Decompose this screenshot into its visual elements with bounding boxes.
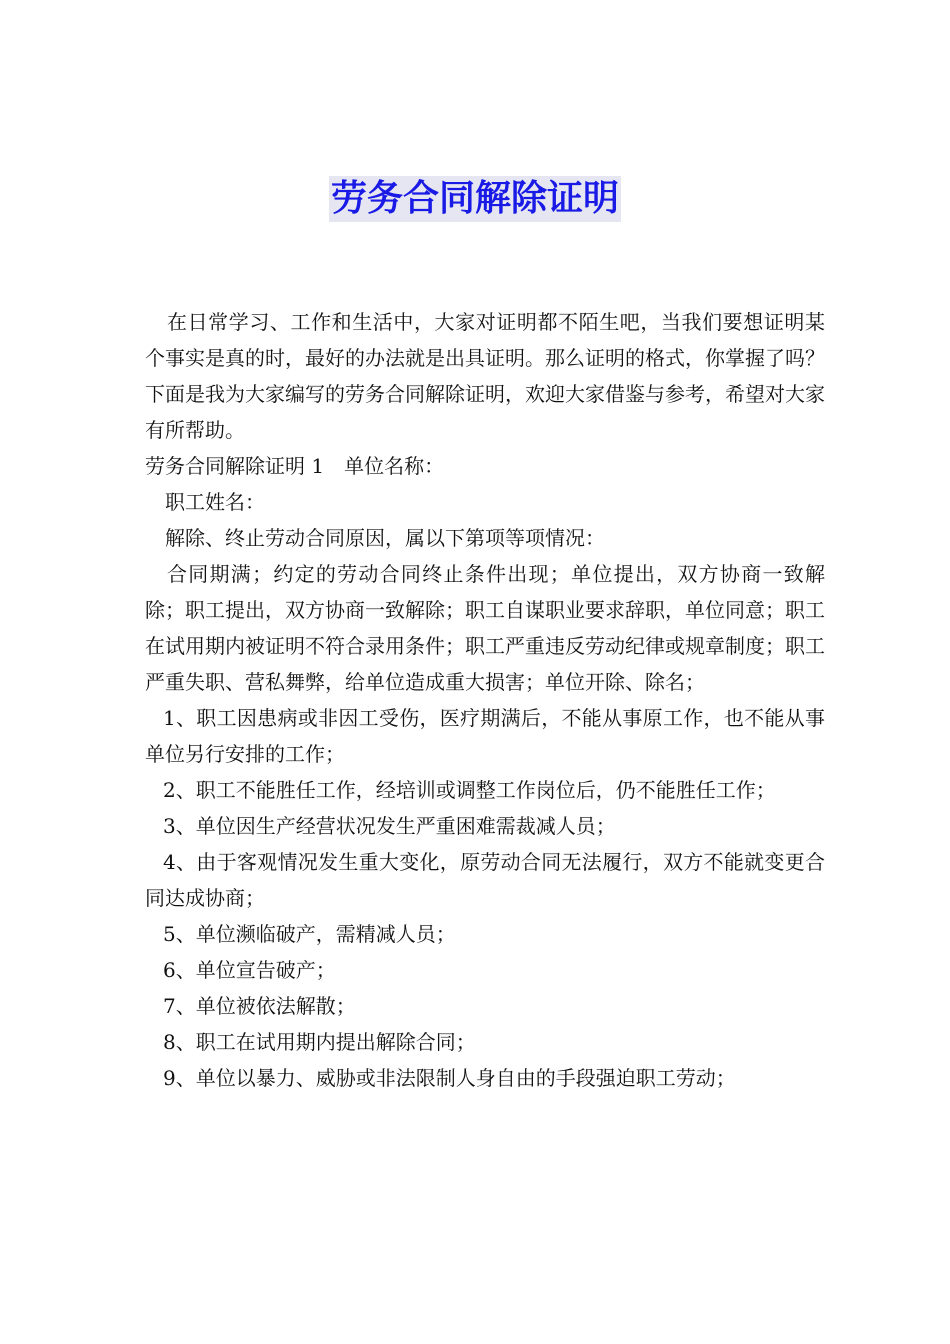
reason-label: 解除、终止劳动合同原因，属以下第项等项情况： [165, 526, 605, 550]
list-item: 9、单位以暴力、威胁或非法限制人身自由的手段强迫职工劳动； [163, 1066, 736, 1090]
section-heading: 劳务合同解除证明 1 [145, 454, 325, 478]
list-item: 1、职工因患病或非因工受伤，医疗期满后，不能从事原工作，也不能从事单位另行安排的工作； [145, 706, 825, 766]
employee-name-label: 职工姓名： [165, 490, 265, 514]
unit-name-label: 单位名称： [344, 454, 445, 478]
document-title: 劳务合同解除证明 [329, 176, 621, 222]
intro-paragraph: 在日常学习、工作和生活中，大家对证明都不陌生吧，当我们要想证明某个事实是真的时，最好的办法就是出具证明。那么证明的格式，你掌握了吗？下面是我为大家编写的劳务合同解除证明，欢迎大家借鉴与参考，希望对大家有所帮助。 [145, 310, 825, 442]
title-container [0, 176, 950, 222]
list-item: 4、由于客观情况发生重大变化，原劳动合同无法履行，双方不能就变更合同达成协商； [145, 850, 825, 910]
reasons-summary: 合同期满；约定的劳动合同终止条件出现；单位提出，双方协商一致解除；职工提出，双方协商一致解除；职工自谋职业要求辞职，单位同意；职工在试用期内被证明不符合录用条件；职工严重违反劳动纪律或规章制度；职工严重失职、营私舞弊，给单位造成重大损害；单位开除、除名； [145, 562, 825, 694]
list-item: 7、单位被依法解散； [163, 994, 356, 1018]
list-item: 8、职工在试用期内提出解除合同； [163, 1030, 476, 1054]
list-item: 2、职工不能胜任工作，经培训或调整工作岗位后，仍不能胜任工作； [163, 778, 776, 802]
section-heading-line [145, 448, 825, 484]
list-item: 5、单位濒临破产，需精减人员； [163, 922, 456, 946]
document-body [145, 304, 825, 1096]
list-item: 6、单位宣告破产； [163, 958, 336, 982]
list-item: 3、单位因生产经营状况发生严重困难需裁减人员； [163, 814, 616, 838]
